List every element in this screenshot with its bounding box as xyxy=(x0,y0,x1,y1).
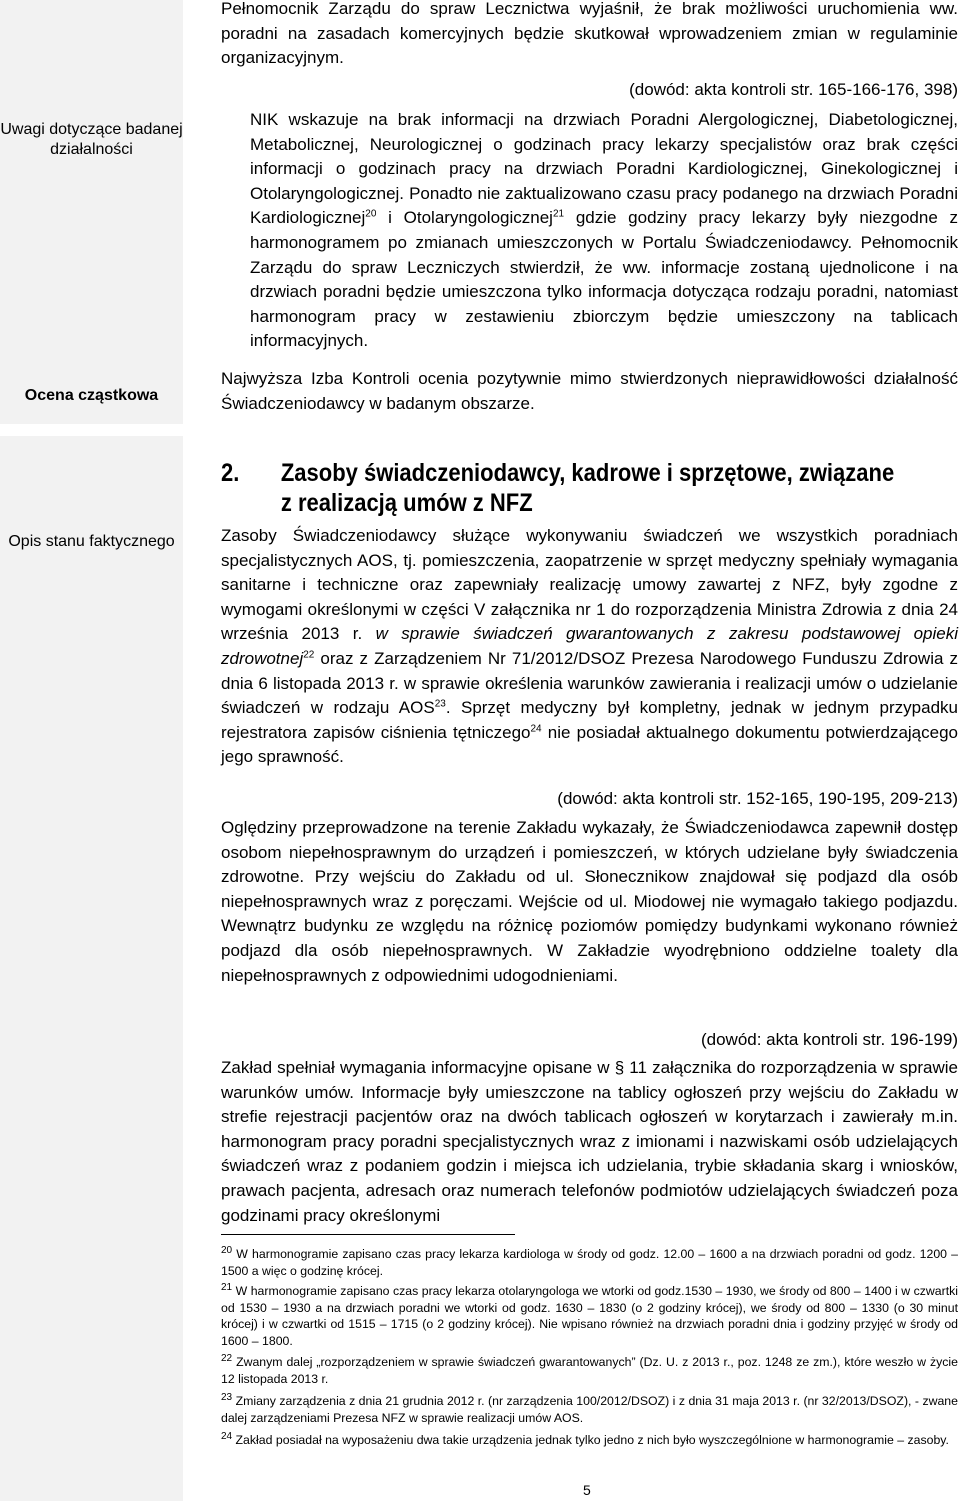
evidence-line-1: (dowód: akta kontroli str. 165-166-176, 398) xyxy=(629,80,958,99)
footnote-separator xyxy=(221,1234,515,1235)
footnote-22: $^{22}$ Zwanym dalej „rozporządzeniem w sprawie świadczeń gwarantowanych” (Dz. U. z 2013 r., poz. 1248 ze zm.), które weszło w życie 12 listopada 2013 r. xyxy=(221,1352,958,1386)
accessibility-paragraph: Oględziny przeprowadzone na terenie Zakładu wykazały, że Świadczeniodawca zapewnił dostęp osobom niepełnosprawnym do urządzeń i pomieszczeń, w których udzielane były świadczenia zdrowotne. Przy wejściu do Zakładu od ul. Słonecznikow znajdował się podjazd dla osób niepełnosprawnych wraz z poręczami. Wejście od ul. Miodowej nie wymagało takiego podjazdu. Wewnątrz budynku ze względu na różnicę poziomów pomiędzy budynkami wykonano również podjazd dla osób niepełnosprawnych. W Zakładzie wyodrębniono oddzielne toalety dla niepełnosprawnych z odpowiednimi udogodnieniami. xyxy=(221,818,958,985)
sidebar-label-opis: Opis stanu faktycznego xyxy=(8,533,175,550)
ocena-paragraph: Najwyższa Izba Kontroli ocenia pozytywnie mimo stwierdzonych nieprawidłowości działalność Świadczeniodawcy w badanym obszarze. xyxy=(221,369,958,413)
sidebar-label-uwagi: Uwagi dotyczące badanej działalności xyxy=(0,121,183,158)
sidebar-label-ocena: Ocena cząstkowa xyxy=(24,387,159,404)
intro-paragraph: Pełnomocnik Zarządu do spraw Lecznictwa wyjaśnił, że brak możliwości uruchomienia ww. poradni na zasadach komercyjnych będzie skutkował wprowadzeniem zmian w regulaminie organizacyjnym. xyxy=(221,0,958,68)
section-heading xyxy=(221,458,895,518)
information-paragraph: Zakład spełniał wymagania informacyjne opisane w § 11 załącznika do rozporządzenia w sprawie warunków umów. Informacje były umieszczone na tablicy ogłoszeń przy wejściu do Zakładu w strefie rejestracji pacjentów oraz na dwóch tablicach ogłoszeń w korytarzach i zawierały m.in. harmonogram pracy poradni specjalistycznych wraz z imionami i nazwiskami osób udzielających świadczeń wraz z podaniem godzin i miejsca ich udzielania, trybie składania skarg i wniosków, prawach pacjenta, adresach oraz numerach telefonów podmiotów udzielających świadczeń poza godzinami pracy określonymi xyxy=(221,1058,958,1225)
section-number: 2. xyxy=(221,459,240,487)
footnote-21: $^{21}$ W harmonogramie zapisano czas pracy lekarza otolaryngologa we wtorki od godz.1530 – 1930, we środy od 800 – 1400 i w czwartki od 1530 – 1930 a na drzwiach poradni we wtorki od godz. 1630 – 1830 (o 2 godziny krócej), we środy od 800 – 1330 (o 30 minut krócej) i w czwartki od 1515 – 1715 (o 2 godziny krócej). Nie wpisano również na drzwiach poradni dnia i godziny przyjęć w środy od 1600 – 1800. xyxy=(221,1281,958,1348)
sidebar-box-lower xyxy=(0,436,183,1501)
evidence-line-3: (dowód: akta kontroli str. 196-199) xyxy=(700,1030,958,1049)
sidebar-box-upper xyxy=(0,0,183,424)
nik-paragraph: NIK wskazuje na brak informacji na drzwiach Poradni Alergologicznej, Diabetologicznej, Metabolicznej, Neurologicznej o godzinach pracy lekarzy specjalistów oraz brak części informacji o godzinach pracy na drzwiach Poradni Kardiologicznej, Ginekologicznej i Otolaryngologicznej. Ponadto nie zaktualizowano czasu pracy podanego na drzwiach Poradni Kardiologicznej$^{20}$ i Otolaryngologicznej$^{21}$ gdzie godziny pracy lekarzy były niezgodne z harmonogramem po zmianach umieszczonych w Portalu Świadczeniodawcy. Pełnomocnik Zarządu do spraw Leczniczych stwierdził, że ww. informacje zostaną ujednolicone i na drzwiach poradni będzie umieszczona tylko informacja dotycząca rodzaju poradni, natomiast harmonogram pracy w zestawieniu zbiorczym będzie umieszczony na tablicach informacyjnych. xyxy=(250,110,959,351)
footnote-24: $^{24}$ Zakład posiadał na wyposażeniu dwa takie urządzenia jednak tylko jedno z nich było wyszczególnione w harmonogramie – zasoby. xyxy=(221,1430,949,1447)
resources-paragraph: Zasoby Świadczeniodawcy służące wykonywaniu świadczeń we wszystkich poradniach specjalistycznych AOS, tj. pomieszczenia, zaopatrzenie w sprzęt medyczny spełniały wymagania sanitarne i techniczne oraz zapewniały realizację umowy zawartej z NFZ, były zgodne z wymogami określonymi w części V załącznika nr 1 do rozporządzenia Ministra Zdrowia z dnia 24 września 2013 r. w sprawie świadczeń gwarantowanych z zakresu podstawowej opieki zdrowotnej$^{22}$ oraz z Zarządzeniem Nr 71/2012/DSOZ Prezesa Narodowego Funduszu Zdrowia z dnia 6 listopada 2013 r. w sprawie określenia warunków zawierania i realizacji umów o udzielanie świadczeń w rodzaju AOS$^{23}$. Sprzęt medyczny był kompletny, jednak w jednym przypadku rejestratora zapisów ciśnienia tętniczego$^{24}$ nie posiadał aktualnego dokumentu potwierdzającego jego sprawność. xyxy=(221,526,959,767)
footnote-23: $^{23}$ Zmiany zarządzenia z dnia 21 grudnia 2012 r. (nr zarządzenia 100/2012/DSOZ) i z dnia 31 maja 2013 r. (nr 32/2013/DSOZ), - zwane dalej zarządzeniami Prezesa NFZ w sprawie realizacji umów AOS. xyxy=(221,1391,958,1425)
section-title-line2: z realizacją umów z NFZ xyxy=(280,489,533,517)
evidence-line-2: (dowód: akta kontroli str. 152-165, 190-195, 209-213) xyxy=(557,789,958,808)
page-number: 5 xyxy=(583,1482,591,1498)
footnote-20: $^{20}$ W harmonogramie zapisano czas pracy lekarza kardiologa w środy od godz. 12.00 – 1600 a na drzwiach poradni od godz. 1200 – 1500 a więc o godzinę krócej. xyxy=(221,1244,959,1278)
section-title-line1: Zasoby świadczeniodawcy, kadrowe i sprzętowe, związane xyxy=(280,459,895,487)
